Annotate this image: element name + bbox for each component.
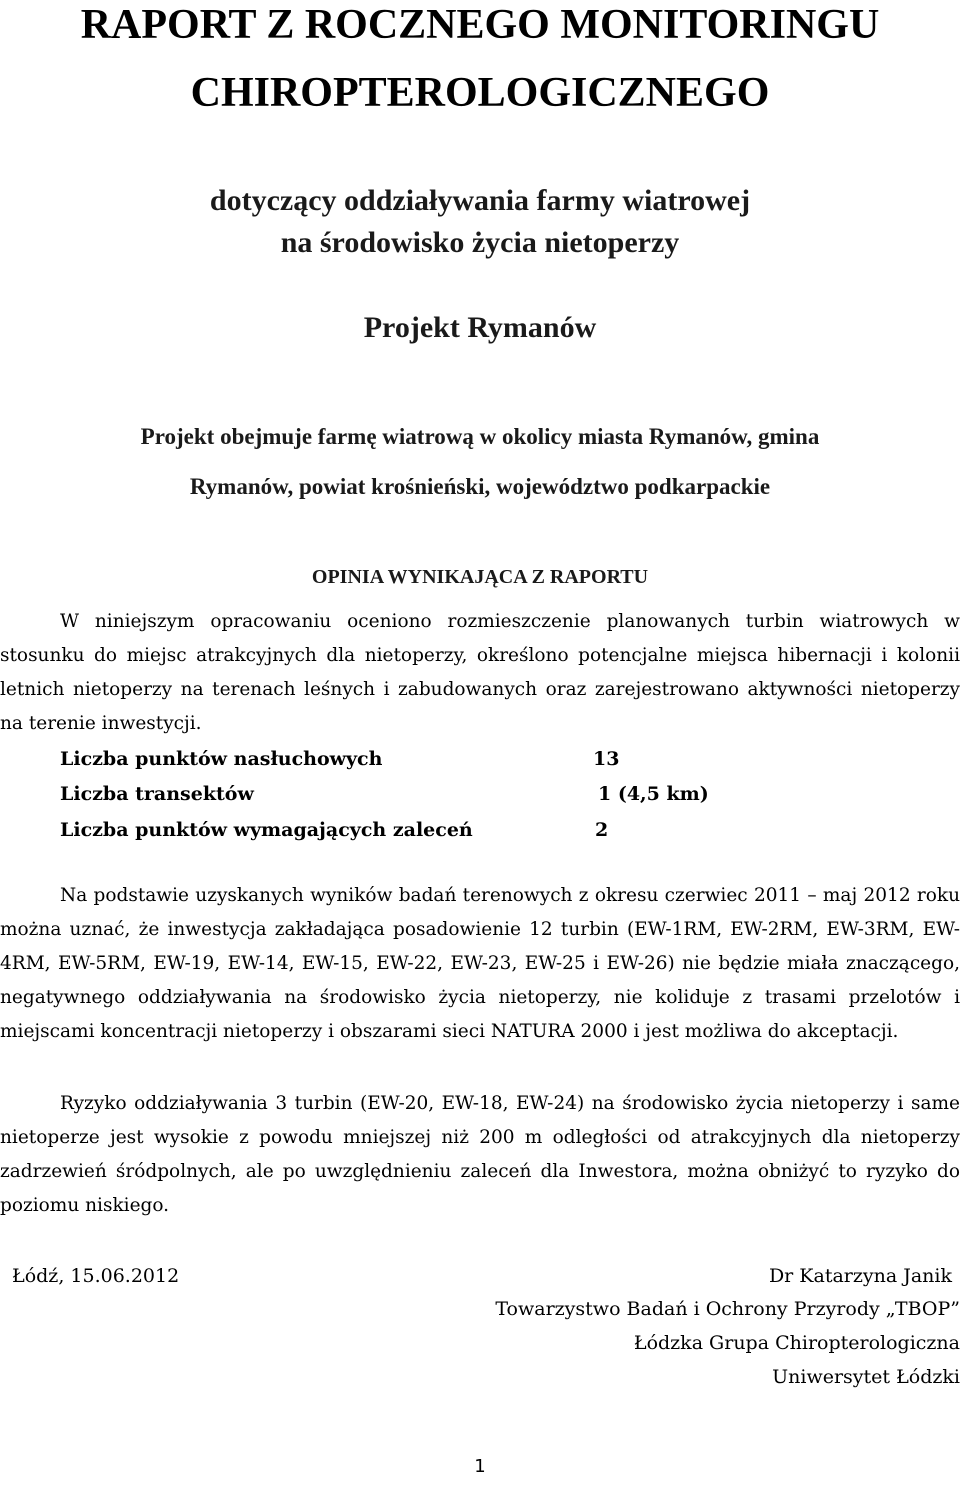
project-description-line-2: Rymanów, powiat krośnieński, województwo podkarpackie	[189, 474, 771, 499]
stat-label: Liczba transektów	[60, 783, 254, 805]
organization-1: Towarzystwo Badań i Ochrony Przyrody „TBOP”	[495, 1298, 960, 1320]
organization-2: Łódzka Grupa Chiropterologiczna	[633, 1332, 960, 1354]
stat-row-transects	[60, 777, 760, 811]
subtitle-line-2: na środowisko życia nietoperzy	[280, 226, 680, 259]
place-and-date: Łódź, 15.06.2012	[12, 1265, 180, 1287]
intro-paragraph-text: W niniejszym opracowaniu oceniono rozmieszczenie planowanych turbin wiatrowych w stosunku do miejsc atrakcyjnych dla nietoperzy, określono potencjalne miejsca hibernacji i kolonii letnich nietoperzy na terenach leśnych i zabudowanych oraz zarejestrowano aktywności nietoperzy na terenie inwestycji.	[0, 611, 960, 734]
subtitle-line-1: dotyczący oddziaływania farmy wiatrowej	[209, 184, 751, 217]
conclusion-paragraph-2	[0, 1087, 960, 1223]
stat-label: Liczba punktów wymagających zaleceń	[60, 819, 473, 841]
stat-row-listening-points	[60, 742, 760, 776]
opinion-heading: OPINIA WYNIKAJĄCA Z RAPORTU	[311, 566, 649, 588]
stat-value: 2	[595, 819, 609, 841]
intro-paragraph	[0, 605, 960, 741]
stat-label: Liczba punktów nasłuchowych	[60, 748, 383, 770]
report-title-line-1: RAPORT Z ROCZNEGO MONITORINGU	[80, 2, 880, 48]
project-description-line-1: Projekt obejmuje farmę wiatrową w okolicy miasta Rymanów, gmina	[140, 424, 820, 449]
page-number: 1	[474, 1456, 486, 1477]
stat-value: 13	[593, 748, 620, 770]
report-title-line-2: CHIROPTEROLOGICZNEGO	[190, 70, 770, 116]
organization-3: Uniwersytet Łódzki	[772, 1366, 960, 1388]
author-name: Dr Katarzyna Janik	[768, 1265, 952, 1287]
conclusion-paragraph-1-text: Na podstawie uzyskanych wyników badań terenowych z okresu czerwiec 2011 – maj 2012 roku można uznać, że inwestycja zakładająca posadowienie 12 turbin (EW-1RM, EW-2RM, EW-3RM, EW-4RM, EW-5RM, EW-19, EW-14, EW-15, EW-22, EW-23, EW-25 i EW-26) nie będzie miała znaczącego, negatywnego oddziaływania na środowisko życia nietoperzy, nie koliduje z trasami przelotów i miejscami koncentracji nietoperzy i obszarami sieci NATURA 2000 i jest możliwa do akceptacji.	[0, 885, 960, 1042]
project-name: Projekt Rymanów	[363, 311, 597, 344]
stat-row-points-requiring-recommendations	[60, 813, 760, 847]
conclusion-paragraph-1	[0, 879, 960, 1049]
stat-value: 1 (4,5 km)	[598, 783, 709, 805]
conclusion-paragraph-2-text: Ryzyko oddziaływania 3 turbin (EW-20, EW-18, EW-24) na środowisko życia nietoperzy i same nietoperze jest wysokie z powodu mniejszej niż 200 m odległości od atrakcyjnych dla nietoperzy zadrzewień śródpolnych, ale po uwzględnieniu zaleceń dla Inwestora, można obniżyć to ryzyko do poziomu niskiego.	[0, 1093, 960, 1216]
